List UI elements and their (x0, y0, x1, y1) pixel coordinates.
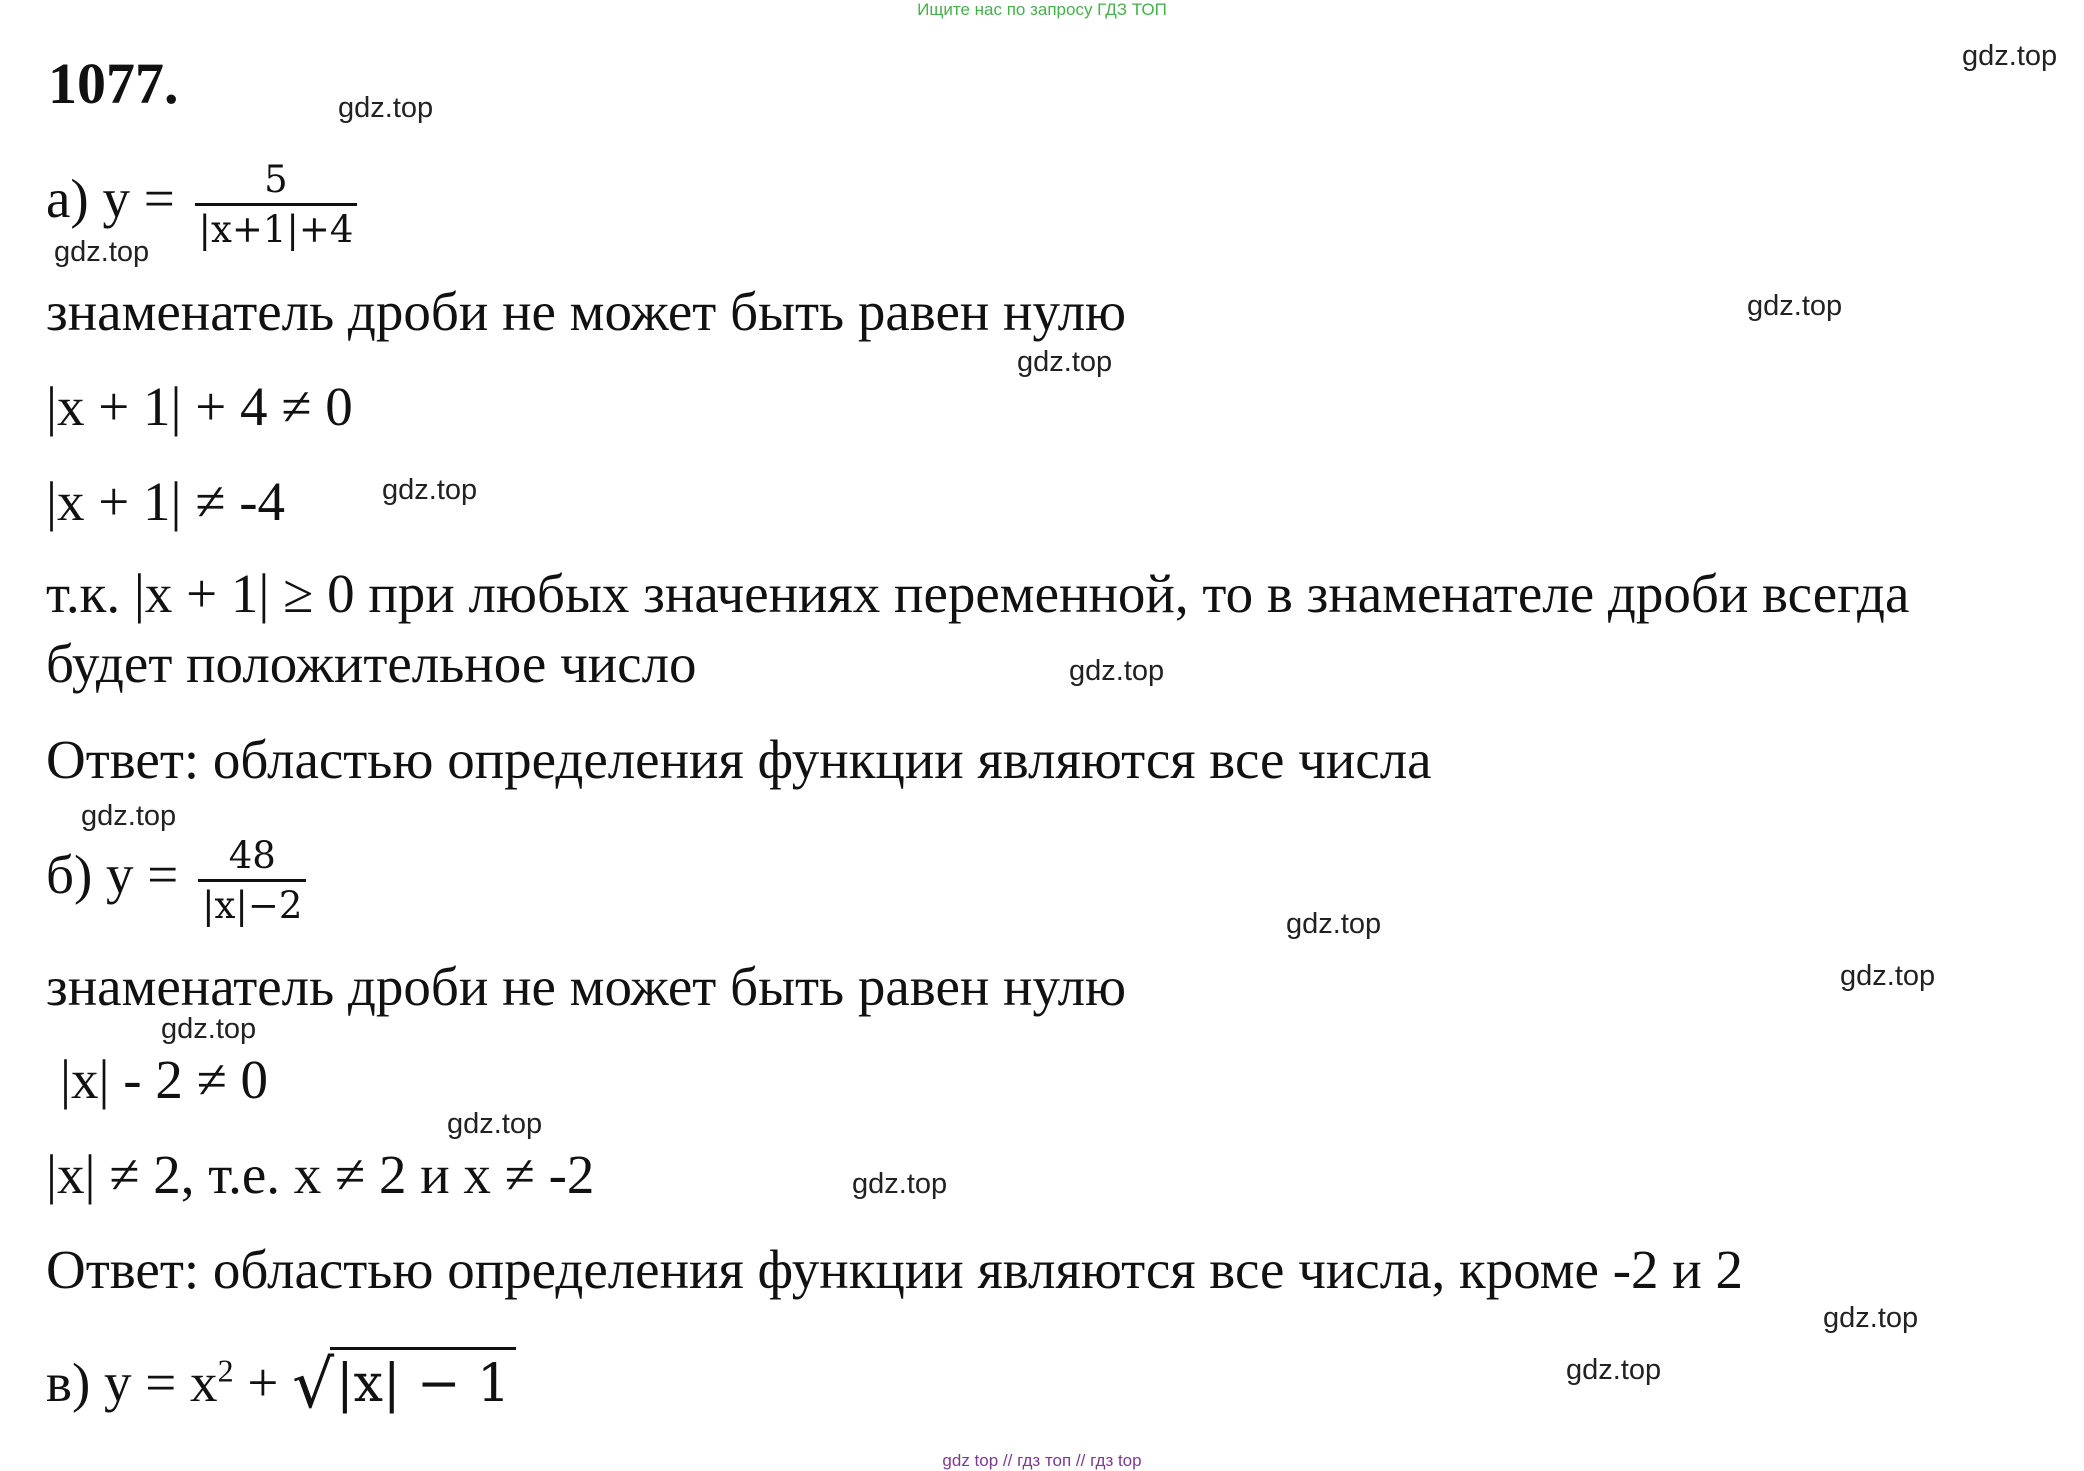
sqrt-icon: √ (292, 1346, 335, 1423)
watermark: gdz.top (54, 236, 150, 268)
watermark: gdz.top (447, 1108, 543, 1140)
watermark: gdz.top (1017, 346, 1113, 378)
watermark: gdz.top (852, 1168, 948, 1200)
part-v-sqrt (292, 1340, 516, 1423)
watermark: gdz.top (1286, 908, 1382, 940)
problem-number: 1077. (48, 51, 179, 116)
part-a-line3: |x + 1| ≠ -4 (46, 471, 286, 532)
part-b-fraction (198, 834, 306, 927)
part-b-formula (46, 834, 306, 927)
part-a-fraction (195, 158, 358, 251)
part-v-radicand: |x| − 1 (330, 1347, 516, 1414)
part-b-line1: знаменатель дроби не может быть равен нулю (46, 956, 1127, 1017)
part-v-lhs: в) y = x (46, 1352, 218, 1413)
part-a-line1: знаменатель дроби не может быть равен нулю (46, 281, 1127, 342)
part-a-lhs: а) y = (46, 168, 189, 230)
part-a-denominator: |x+1|+4 (198, 208, 354, 251)
watermark: gdz.top (1747, 290, 1843, 322)
watermark: gdz.top (1840, 960, 1936, 992)
footer-links[interactable]: gdz top // гдз топ // гдз top (942, 1451, 1142, 1470)
part-b-line2: |x| - 2 ≠ 0 (60, 1049, 269, 1110)
watermark: gdz.top (1566, 1354, 1662, 1386)
watermark: gdz.top (81, 800, 177, 832)
part-a-answer: Ответ: областью определения функции являются все числа (46, 729, 1432, 790)
part-a-line5: будет положительное число (46, 633, 697, 694)
top-banner[interactable]: Ищите нас по запросу ГДЗ ТОП (917, 0, 1167, 19)
part-b-lhs: б) y = (46, 844, 193, 906)
watermark: gdz.top (161, 1013, 257, 1045)
watermark: gdz.top (382, 474, 478, 506)
part-a-line4: т.к. |x + 1| ≥ 0 при любых значениях переменной, то в знаменателе дроби всегда (46, 563, 1910, 624)
part-b-denominator: |x|−2 (202, 884, 303, 927)
part-b-line3: |x| ≠ 2, т.е. x ≠ 2 и x ≠ -2 (46, 1144, 595, 1205)
part-v-exponent: 2 (217, 1352, 234, 1389)
part-a-line2: |x + 1| + 4 ≠ 0 (46, 376, 353, 437)
watermark: gdz.top (1069, 655, 1165, 687)
part-v-formula (46, 1340, 516, 1423)
watermark: gdz.top (338, 92, 434, 124)
part-a-numerator: 5 (195, 158, 358, 206)
part-b-answer: Ответ: областью определения функции являются все числа, кроме -2 и 2 (46, 1239, 1743, 1300)
watermark: gdz.top (1962, 40, 2058, 72)
part-b-numerator: 48 (198, 834, 306, 882)
part-v-plus: + (233, 1352, 293, 1413)
watermark: gdz.top (1823, 1302, 1919, 1334)
